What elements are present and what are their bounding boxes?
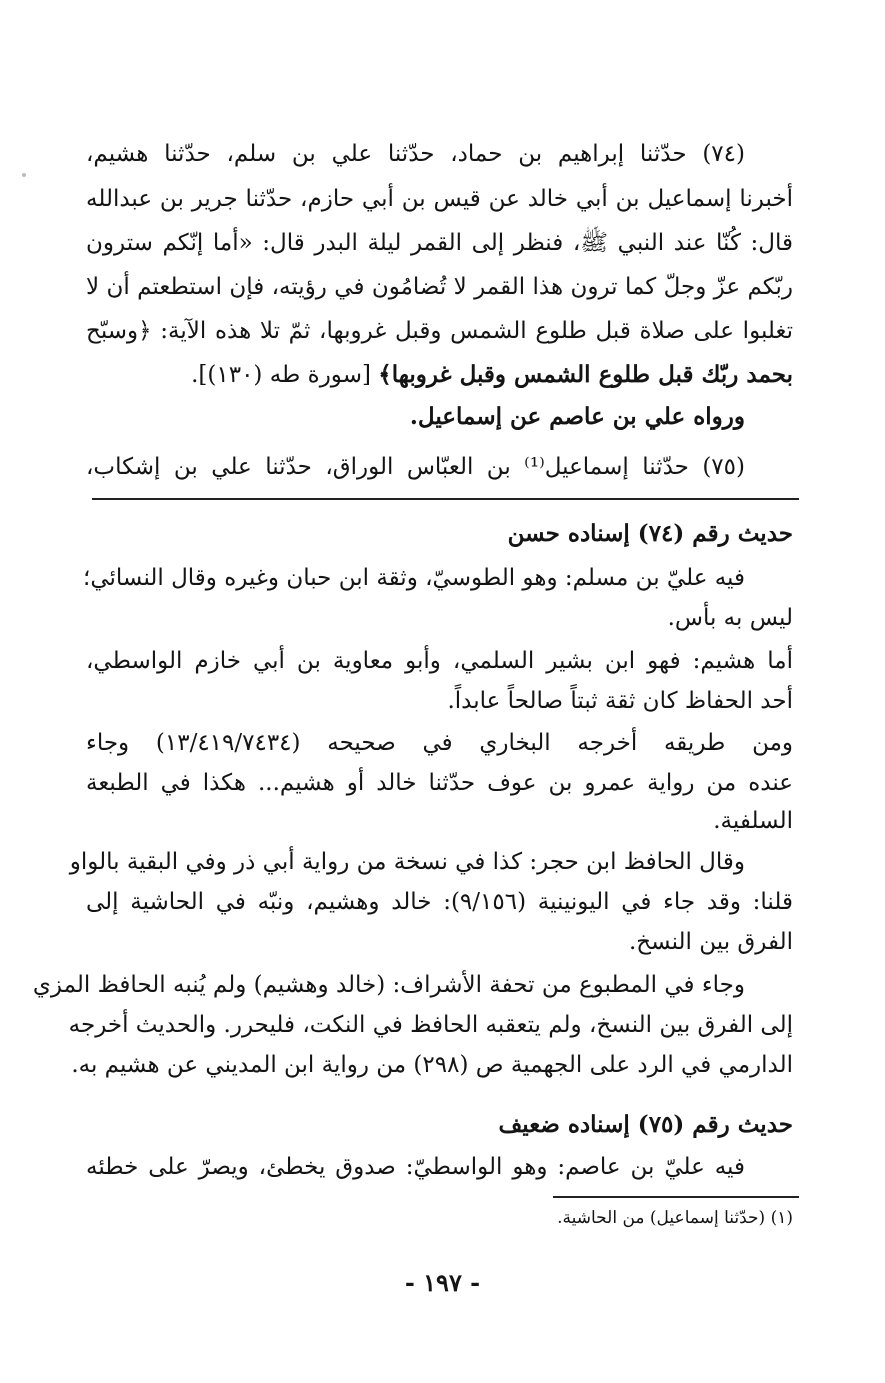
commentary-divider (92, 498, 799, 500)
para1-line-1: فيه عليّ بن مسلم: وهو الطوسيّ، وثقة ابن حبان وغيره وقال النسائي؛ (83, 565, 745, 591)
surah-reference: [سورة طه (١٣٠)]. (191, 362, 379, 388)
para4-line-1: وقال الحافظ ابن حجر: كذا في نسخة من رواية أبي ذر وفي البقية بالواو (69, 849, 745, 875)
para2-line-2: أحد الحفاظ كان ثقة ثبتاً صالحاً عابداً. (447, 688, 793, 714)
hadith-75-grade-heading: حديث رقم (٧٥) إسناده ضعيف (498, 1111, 793, 1138)
hadith-74-grade-heading: حديث رقم (٧٤) إسناده حسن (507, 520, 793, 547)
para5-line-3: الدارمي في الرد على الجهمية ص (٢٩٨) من رواية ابن المديني عن هشيم به. (71, 1052, 793, 1078)
hadith-74-line-4: ربّكم عزّ وجلّ كما ترون هذا القمر لا تُضامُون في رؤيته، فإن استطعتم أن لا (86, 274, 793, 300)
para4-line-2: قلنا: وقد جاء في اليونينية (٩/١٥٦): خالد وهشيم، ونبّه في الحاشية إلى (86, 889, 793, 915)
hadith-74-line-3: قال: كُنّا عند النبي ﷺ، فنظر إلى القمر ليلة البدر قال: «أما إنّكم سترون (86, 230, 793, 256)
footnote-1: (١) (حدّثنا إسماعيل) من الحاشية. (557, 1208, 793, 1228)
footnote-divider (553, 1196, 799, 1198)
quran-verse: بحمد ربّك قبل طلوع الشمس وقبل غروبها﴾ (378, 361, 793, 388)
para5-line-2: إلى الفرق بين النسخ، ولم يتعقبه الحافظ في النكت، فليحرر. والحديث أخرجه (68, 1012, 793, 1038)
hadith-75-line-1: (٧٥) حدّثنا إسماعيل⁽¹⁾ بن العبّاس الوراق، حدّثنا علي بن إشكاب، (86, 454, 745, 480)
hadith-74-alt-chain: ورواه علي بن عاصم عن إسماعيل. (409, 403, 745, 430)
para2-line-1: أما هشيم: فهو ابن بشير السلمي، وأبو معاوية بن أبي خازم الواسطي، (86, 648, 793, 674)
para1-line-2: ليس به بأس. (667, 605, 793, 631)
hadith-74-line-1: (٧٤) حدّثنا إبراهيم بن حماد، حدّثنا علي بن سلم، حدّثنا هشيم، (86, 141, 745, 167)
hadith-74-line-5: تغلبوا على صلاة قبل طلوع الشمس وقبل غروبها، ثمّ تلا هذه الآية: ﴿وسبّح (86, 318, 793, 344)
page-number: - ١٩٧ - (404, 1268, 481, 1297)
para3-line-3: السلفية. (713, 808, 793, 834)
para5-line-1: وجاء في المطبوع من تحفة الأشراف: (خالد وهشيم) ولم يُنبه الحافظ المزي (32, 972, 745, 998)
para6-line-1: فيه عليّ بن عاصم: وهو الواسطيّ: صدوق يخطئ، ويصرّ على خطئه (86, 1154, 745, 1180)
para4-line-3: الفرق بين النسخ. (628, 929, 793, 955)
para3-line-1: ومن طريقه أخرجه البخاري في صحيحه (١٣/٤١٩/٧٤٣٤) وجاء (86, 730, 793, 756)
hadith-74-line-2: أخبرنا إسماعيل بن أبي خالد عن قيس بن أبي حازم، حدّثنا جرير بن عبدالله (86, 186, 793, 212)
para3-line-2: عنده من رواية عمرو بن عوف حدّثنا خالد أو هشيم... هكذا في الطبعة (86, 770, 793, 796)
scan-speck (22, 173, 26, 177)
hadith-74-line-6 (86, 360, 793, 390)
